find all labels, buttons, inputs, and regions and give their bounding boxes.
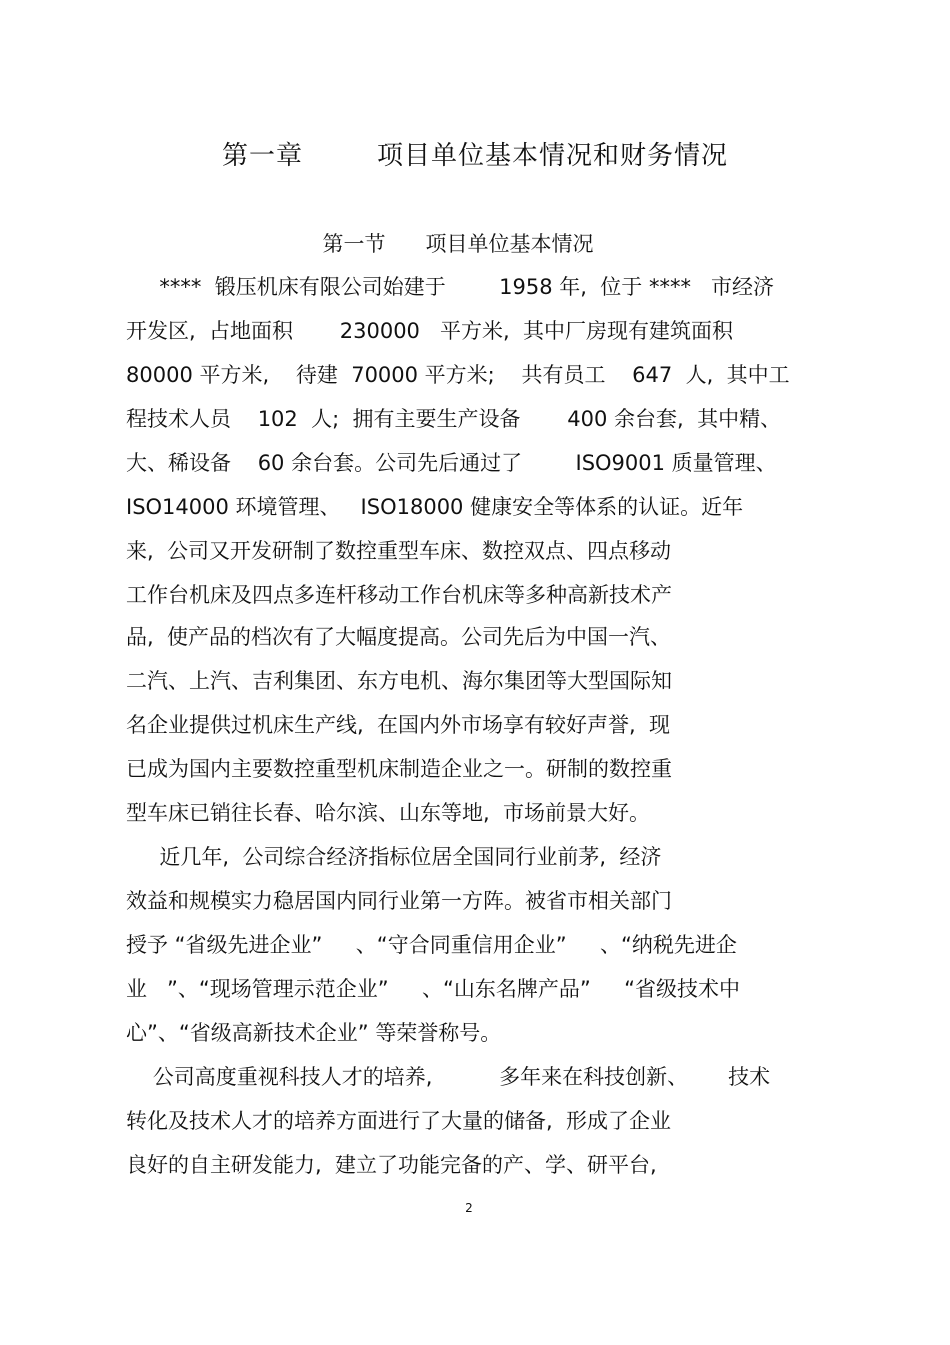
body-line: 近几年, 公司综合经济指标位居全国同行业前茅, 经济 [126, 845, 662, 869]
body-line: 型车床已销往长春、哈尔滨、山东等地, 市场前景大好。 [126, 801, 651, 825]
body-line: 授予 “省级先进企业” 、“守合同重信用企业” 、“纳税先进企 [126, 933, 737, 957]
body-line: 已成为国内主要数控重型机床制造企业之一。研制的数控重 [126, 757, 672, 781]
section-title: 第一节 项目单位基本情况 [322, 232, 594, 256]
body-line: 良好的自主研发能力, 建立了功能完备的产、学、研平台, [126, 1153, 657, 1177]
body-line: 业 ”、“现场管理示范企业” 、“山东名牌产品” “省级技术中 [126, 977, 741, 1001]
body-line: 转化及技术人才的培养方面进行了大量的储备, 形成了企业 [126, 1109, 672, 1133]
body-line: 开发区, 占地面积 230000 平方米, 其中厂房现有建筑面积 [126, 319, 733, 343]
body-line: 名企业提供过机床生产线, 在国内外市场享有较好声誉, 现 [126, 713, 671, 737]
chapter-title: 第一章 项目单位基本情况和财务情况 [221, 141, 729, 171]
body-line: 工作台机床及四点多连杆移动工作台机床等多种高新技术产 [126, 583, 672, 607]
page-number: 2 [465, 1201, 473, 1215]
body-line: 来, 公司又开发研制了数控重型车床、数控双点、四点移动 [126, 539, 672, 563]
body-line: 二汽、上汽、吉利集团、东方电机、海尔集团等大型国际知 [126, 669, 672, 693]
body-line: 公司高度重视科技人才的培养, 多年来在科技创新、 技术 [126, 1065, 771, 1089]
body-line: 品, 使产品的档次有了大幅度提高。公司先后为中国一汽、 [126, 625, 672, 649]
body-line: 效益和规模实力稳居国内同行业第一方阵。被省市相关部门 [126, 889, 672, 913]
body-line: 心”、“省级高新技术企业” 等荣誉称号。 [126, 1021, 502, 1045]
body-line: **** 锻压机床有限公司始建于 1958 年, 位于 **** 市经济 [126, 275, 774, 299]
body-line: 80000 平方米, 待建 70000 平方米; 共有员工 647 人, 其中工 [126, 363, 790, 387]
body-line: ISO14000 环境管理、 ISO18000 健康安全等体系的认证。近年 [126, 495, 744, 519]
body-line: 大、稀设备 60 余台套。公司先后通过了 ISO9001 质量管理、 [126, 451, 777, 475]
body-line: 程技术人员 102 人; 拥有主要生产设备 400 余台套, 其中精、 [126, 407, 782, 431]
